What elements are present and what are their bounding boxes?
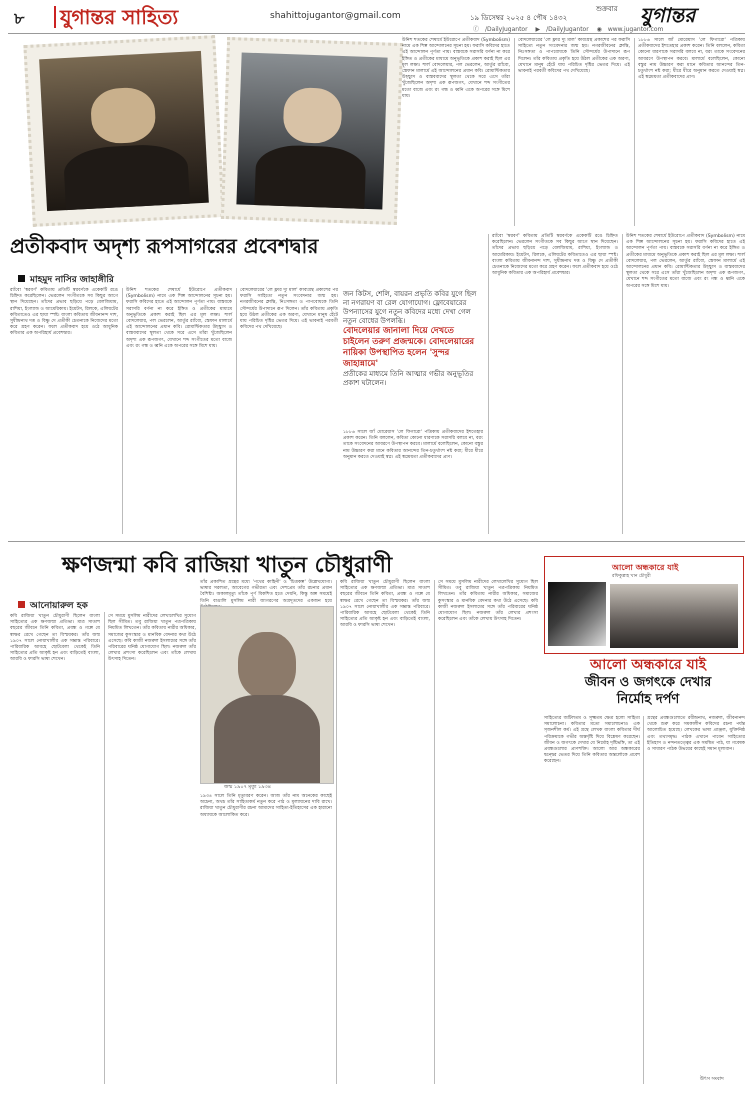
author-photo <box>610 584 738 648</box>
article3-headline <box>558 656 738 674</box>
article3-headline-line2: নির্মোহ দর্পণ <box>616 692 680 707</box>
pull-quote-highlight: বোদলেয়ার জানালা দিয়ে দেখতে চাইলেন তরুণ প্রজন্মকে। বোদলেয়ারের নায়িকা উপস্থাপিত হলেন 'সুন্দর জাহান্নামে' <box>343 326 475 369</box>
article1-column: র‍্যাঁবো 'স্বরবর্ণ' কবিতায় প্রতিটি স্বরবর্ণকে একেকটি রঙে চিহ্নিত করেছিলেন। ভেরলেন সংগীতকে সব কিছুর আগে স্থান দিয়েছেন। তাঁদের প্রভাব ছড়িয়ে পড়ে বেলজিয়াম, রাশিয়া, ইংল্যান্ড ও আমেরিকায়। ইয়েটস, রিলকে, এলিয়টের কবিতাতেও এর ছায়া স্পষ্ট। বাংলা কবিতায় জীবনানন্দ দাশ, সুধীন্দ্রনাথ দত্ত ও বিষ্ণু দে প্রতীকী চেতনাকে নিজেদের মতো করে গ্রহণ করেন। ফলে প্রতীকবাদ হয়ে ওঠে আধুনিক কবিতার এক অপরিহার্য প্রবেশদ্বার। <box>492 234 618 277</box>
column-divider <box>122 288 123 534</box>
pull-quote-intro: জন কিটস, শেলি, বায়রন প্রভৃতি কবির যুগে ছিল না নগরায়ণ বা রেল যোগাযোগ। ফ্লোবেয়ারের উপন্যাসের যুগে নতুন কবিদের মধ্যে দেখা গেল নতুন বোধের উপলব্ধি। <box>343 290 477 325</box>
column-divider <box>236 288 237 534</box>
article2-column: ১৯৩৪ সালে তিনি মৃত্যুবরণ করেন। আজ তাঁর নাম অনেকের কাছেই অচেনা, অথচ তাঁর সাহিত্যকর্ম নতুন করে পাঠ ও মূল্যায়নের দাবি রাখে। রাজিয়া খাতুন চৌধুরাণীর রচনা আমাদের সাহিত্য-ইতিহাসের এক হারানো অধ্যায়কে আলোকিত করে। <box>200 794 332 818</box>
publication-date: ১৯ ডিসেম্বর ২০২৫ ৪ পৌষ ১৪৩২ <box>470 14 568 22</box>
article1-pull-quote <box>343 290 483 387</box>
article3-headline-line1: জীবন ও জগৎকে দেখার <box>584 675 712 690</box>
social-links <box>473 24 669 33</box>
poet-portrait <box>200 606 334 784</box>
article3-column: সাহিত্যের জটিলতম ও সূক্ষ্মতম ক্ষেত্র হলো সাহিত্য সমালোচনা। কবিতার মতো সমালোচনাও এক সৃজনশীল কর্ম। এই গ্রন্থে লেখক বাংলা কবিতার দীর্ঘ পরিক্রমাকে গভীর অন্তর্দৃষ্টি দিয়ে বিশ্লেষণ করেছেন। জীবন ও জগৎকে দেখার যে নির্মোহ দৃষ্টিভঙ্গি, তা এই প্রবন্ধগুলোর প্রাণশক্তি। আলো আর অন্ধকারের দ্বন্দ্বের ভেতর দিয়ে তিনি কবিতার অন্তর্লোকে প্রবেশ করেছেন। <box>544 716 640 765</box>
column-divider <box>434 580 435 1084</box>
article1-column: উনিশ শতকের শেষার্ধে ইউরোপে প্রতীকবাদ (Symbolism) নামে এক শিল্প আন্দোলনের সূচনা হয়। ফরাসি কবিদের হাতে এই আন্দোলন পূর্ণতা পায়। বাস্তবকে সরাসরি বর্ণনা না করে ইঙ্গিত ও প্রতীকের মাধ্যমে অনুভূতিকে প্রকাশ করাই ছিল এর মূল লক্ষ্য। শার্ল বোদলেয়ার, পল ভেরলেন, আর্তুর র‍্যাঁবো, স্তেফান মালার্মে এই আন্দোলনের প্রধান কবি। রোমান্টিকতার উচ্ছ্বাস ও বাস্তববাদের স্থূলতা থেকে সরে এসে তাঁরা খুঁজেছিলেন অদৃশ্য এক রূপজগৎ, যেখানে শব্দ সংগীতের মতো বাজে এবং রং গন্ধ ও ধ্বনি একে অপরের সঙ্গে মিশে যায়। <box>626 234 745 289</box>
header-divider <box>54 6 56 28</box>
page-number: ৮ <box>14 9 25 28</box>
portrait-image <box>236 52 387 209</box>
newspaper-logo: যুগান্তর <box>640 3 696 27</box>
article2-column: সে সময়ে মুসলিম নারীদের লেখালেখির সুযোগ ছিল সীমিত। তবু রাজিয়া খাতুন পত্রপত্রিকায় নিয়মিত লিখতেন। তাঁর কবিতায় নারীর অধিকার, সমাজের কুসংস্কার ও মানবিক বেদনার কথা উঠে এসেছে। কবি কাজী নজরুল ইসলামের সঙ্গে তাঁর পরিবারের ঘনিষ্ঠ যোগাযোগ ছিল। নজরুল তাঁর লেখার প্রশংসা করেছিলেন এবং তাঁকে লেখায় উৎসাহ দিতেন। <box>108 614 196 663</box>
publication-day: শুক্রবার <box>596 5 618 13</box>
social-link-website[interactable]: www.jugantor.com <box>607 26 664 33</box>
section-title: যুগান্তর সাহিত্য <box>60 5 179 29</box>
social-link-youtube[interactable]: /DailyJugantor <box>546 26 589 33</box>
section-rule <box>8 541 745 542</box>
contact-email[interactable]: shahittojugantor@gmail.com <box>270 11 401 21</box>
globe-icon: ◉ <box>596 26 602 33</box>
article1-author: মাহমুদ নাসির জাহাঙ্গীরি <box>30 275 114 285</box>
column-divider <box>488 234 489 534</box>
article3-signature: উৎস সংবাদ <box>700 1076 724 1082</box>
page-header <box>0 0 753 34</box>
article3-subheadline <box>558 674 738 708</box>
column-divider <box>643 716 644 1084</box>
book-cover <box>548 582 606 646</box>
book-author: রফিকুল্লাহ খান চৌধুরী <box>612 574 651 579</box>
article1-column: র‍্যাঁবো 'স্বরবর্ণ' কবিতায় প্রতিটি স্বরবর্ণকে একেকটি রঙে চিহ্নিত করেছিলেন। ভেরলেন সংগীতকে সব কিছুর আগে স্থান দিয়েছেন। তাঁদের প্রভাব ছড়িয়ে পড়ে বেলজিয়াম, রাশিয়া, ইংল্যান্ড ও আমেরিকায়। ইয়েটস, রিলকে, এলিয়টের কবিতাতেও এর ছায়া স্পষ্ট। বাংলা কবিতায় জীবনানন্দ দাশ, সুধীন্দ্রনাথ দত্ত ও বিষ্ণু দে প্রতীকী চেতনাকে নিজেদের মতো করে গ্রহণ করেন। ফলে প্রতীকবাদ হয়ে ওঠে আধুনিক কবিতার এক অপরিহার্য প্রবেশদ্বার। <box>10 288 118 337</box>
article1-column: ১৮৮৬ সালে জাঁ মোরেয়াস 'লে ফিগারো' পত্রিকায় প্রতীকবাদের ইশতেহার প্রকাশ করেন। তিনি বললেন, কবিতা কোনো ধারণাকে সরাসরি বলবে না, বরং তাকে সংবেদনের আবরণে উপস্থাপন করবে। মালার্মে বলেছিলেন, কোনো বস্তুর নাম উচ্চারণ করা মানে কবিতার আনন্দের তিন-চতুর্থাংশ নষ্ট করা; ধীরে ধীরে অনুমান করতে দেওয়াই স্বপ্ন। এই স্বপ্নময়তা প্রতীকবাদের প্রাণ। <box>638 38 745 81</box>
article2-column: কবি রাজিয়া খাতুন চৌধুরাণী ছিলেন বাংলা সাহিত্যের এক ক্ষণজন্মা প্রতিভা। মাত্র সাতাশ বছরের জীবনে তিনি কবিতা, প্রবন্ধ ও গল্পে যে স্বাক্ষর রেখে গেছেন তা বিস্ময়কর। তাঁর জন্ম ১৯০৭ সালে নোয়াখালীর এক সম্ভ্রান্ত পরিবারে। পারিবারিক আবহে ছোটবেলা থেকেই তিনি সাহিত্যের প্রতি আকৃষ্ট হন এবং বাড়িতেই বাংলা, আরবি ও ফারসি ভাষা শেখেন। <box>340 580 430 629</box>
article1-byline <box>18 272 114 287</box>
column-divider <box>622 234 623 534</box>
column-divider <box>336 580 337 1084</box>
portrait-image <box>39 51 209 211</box>
article3-column: গ্রন্থের প্রবন্ধগুলোতে রবীন্দ্রনাথ, নজরুল, জীবনানন্দ থেকে শুরু করে সমকালীন কবিদের রচনা পর্যন্ত আলোচিত হয়েছে। লেখকের ভাষা প্রাঞ্জল, যুক্তিনিষ্ঠ এবং তথ্যসমৃদ্ধ। পাঠক এখানে পাবেন সাহিত্যের ইতিহাস ও নন্দনতত্ত্বের এক সমন্বিত পাঠ, যা গবেষক ও সাধারণ পাঠক উভয়ের কাছেই সমান মূল্যবান। <box>647 716 745 753</box>
article1-column: বোদলেয়ারের 'লে ফ্ল্যর দ্যু মাল' কাব্যগ্রন্থ প্রকাশের পর ফরাসি সাহিত্যে নতুন সংবেদনার জন্ম হয়। নগরজীবনের ক্লান্তি, নিঃসঙ্গতা ও পাপবোধকে তিনি সৌন্দর্যের উপাদানে রূপ দিলেন। তাঁর কবিতায় প্রকৃতি হয়ে উঠল প্রতীকের এক অরণ্য, যেখানে মানুষ হেঁটে যায় পরিচিত দৃষ্টির ভেতর দিয়ে। এই ভাবনাই পরবর্তী কবিদের পথ দেখিয়েছে। <box>518 38 630 75</box>
article1-column: উনিশ শতকের শেষার্ধে ইউরোপে প্রতীকবাদ (Symbolism) নামে এক শিল্প আন্দোলনের সূচনা হয়। ফরাসি কবিদের হাতে এই আন্দোলন পূর্ণতা পায়। বাস্তবকে সরাসরি বর্ণনা না করে ইঙ্গিত ও প্রতীকের মাধ্যমে অনুভূতিকে প্রকাশ করাই ছিল এর মূল লক্ষ্য। শার্ল বোদলেয়ার, পল ভেরলেন, আর্তুর র‍্যাঁবো, স্তেফান মালার্মে এই আন্দোলনের প্রধান কবি। রোমান্টিকতার উচ্ছ্বাস ও বাস্তববাদের স্থূলতা থেকে সরে এসে তাঁরা খুঁজেছিলেন অদৃশ্য এক রূপজগৎ, যেখানে শব্দ সংগীতের মতো বাজে এবং রং গন্ধ ও ধ্বনি একে অপরের সঙ্গে মিশে যায়। <box>402 38 510 99</box>
book-title: আলো অন্ধকারে যাই <box>612 563 679 572</box>
photo-caption: জন্ম ১৯০৭ মৃত্যু ১৯৩৪ <box>224 784 271 790</box>
article1-column: ১৮৮৬ সালে জাঁ মোরেয়াস 'লে ফিগারো' পত্রিকায় প্রতীকবাদের ইশতেহার প্রকাশ করেন। তিনি বললেন, কবিতা কোনো ধারণাকে সরাসরি বলবে না, বরং তাকে সংবেদনের আবরণে উপস্থাপন করবে। মালার্মে বলেছিলেন, কোনো বস্তুর নাম উচ্চারণ করা মানে কবিতার আনন্দের তিন-চতুর্থাংশ নষ্ট করা; ধীরে ধীরে অনুমান করতে দেওয়াই স্বপ্ন। এই স্বপ্নময়তা প্রতীকবাদের প্রাণ। <box>343 430 483 460</box>
stamp-portrait-left <box>23 35 224 227</box>
article1-column: বোদলেয়ারের 'লে ফ্ল্যর দ্যু মাল' কাব্যগ্রন্থ প্রকাশের পর ফরাসি সাহিত্যে নতুন সংবেদনার জন্ম হয়। নগরজীবনের ক্লান্তি, নিঃসঙ্গতা ও পাপবোধকে তিনি সৌন্দর্যের উপাদানে রূপ দিলেন। তাঁর কবিতায় প্রকৃতি হয়ে উঠল প্রতীকের এক অরণ্য, যেখানে মানুষ হেঁটে যায় পরিচিত দৃষ্টির ভেতর দিয়ে। এই ভাবনাই পরবর্তী কবিদের পথ দেখিয়েছে। <box>240 288 338 331</box>
youtube-icon: ▶ <box>535 26 541 33</box>
social-link-facebook[interactable]: /DailyJugantor <box>485 26 528 33</box>
bullet-icon <box>18 275 25 282</box>
column-divider <box>514 38 515 226</box>
article2-byline <box>18 598 88 613</box>
article3-headline-red: আলো অন্ধকারে যাই <box>590 657 706 673</box>
article2-headline: ক্ষণজন্মা কবি রাজিয়া খাতুন চৌধুরাণী <box>62 552 393 578</box>
column-divider <box>104 612 105 1084</box>
bullet-icon <box>18 601 25 608</box>
article2-column: কবি রাজিয়া খাতুন চৌধুরাণী ছিলেন বাংলা সাহিত্যের এক ক্ষণজন্মা প্রতিভা। মাত্র সাতাশ বছরের জীবনে তিনি কবিতা, প্রবন্ধ ও গল্পে যে স্বাক্ষর রেখে গেছেন তা বিস্ময়কর। তাঁর জন্ম ১৯০৭ সালে নোয়াখালীর এক সম্ভ্রান্ত পরিবারে। পারিবারিক আবহে ছোটবেলা থেকেই তিনি সাহিত্যের প্রতি আকৃষ্ট হন এবং বাড়িতেই বাংলা, আরবি ও ফারসি ভাষা শেখেন। <box>10 614 100 663</box>
header-rule <box>8 33 745 34</box>
stamp-portrait-right <box>221 37 403 225</box>
facebook-icon: ⓕ <box>473 26 480 33</box>
article2-column: তাঁর প্রকাশিত গ্রন্থের মধ্যে 'পথের কাহিনী' ও 'চিত্রকল্প' উল্লেখযোগ্য। ভাষার সরলতা, আবেগের গভীরতা এবং দেশপ্রেম তাঁর রচনার প্রধান বৈশিষ্ট্য। অকালমৃত্যু তাঁকে পূর্ণ বিকশিত হতে দেয়নি, কিন্তু অল্প সময়েই তিনি বাঙালি মুসলিম নারী জাগরণের অগ্রদূতদের একজন হয়ে <box>200 580 332 604</box>
article1-column: উনিশ শতকের শেষার্ধে ইউরোপে প্রতীকবাদ (Symbolism) নামে এক শিল্প আন্দোলনের সূচনা হয়। ফরাসি কবিদের হাতে এই আন্দোলন পূর্ণতা পায়। বাস্তবকে সরাসরি বর্ণনা না করে ইঙ্গিত ও প্রতীকের মাধ্যমে অনুভূতিকে প্রকাশ করাই ছিল এর মূল লক্ষ্য। শার্ল বোদলেয়ার, পল ভেরলেন, আর্তুর র‍্যাঁবো, স্তেফান মালার্মে এই আন্দোলনের প্রধান কবি। রোমান্টিকতার উচ্ছ্বাস ও বাস্তববাদের স্থূলতা থেকে সরে এসে তাঁরা খুঁজেছিলেন অদৃশ্য এক রূপজগৎ, যেখানে শব্দ সংগীতের মতো বাজে এবং রং গন্ধ ও ধ্বনি একে অপরের সঙ্গে মিশে যায়। <box>126 288 232 349</box>
article1-headline: প্রতীকবাদ অদৃশ্য রূপসাগরের প্রবেশদ্বার <box>10 234 319 258</box>
article2-column: সে সময়ে মুসলিম নারীদের লেখালেখির সুযোগ ছিল সীমিত। তবু রাজিয়া খাতুন পত্রপত্রিকায় নিয়মিত লিখতেন। তাঁর কবিতায় নারীর অধিকার, সমাজের কুসংস্কার ও মানবিক বেদনার কথা উঠে এসেছে। কবি কাজী নজরুল ইসলামের সঙ্গে তাঁর পরিবারের ঘনিষ্ঠ যোগাযোগ ছিল। নজরুল তাঁর লেখার প্রশংসা করেছিলেন এবং তাঁকে লেখায় উৎসাহ দিতেন। <box>438 580 538 623</box>
article2-author: আনোয়ারুল হক <box>30 601 88 611</box>
pull-quote-tail: প্রতীকের মাধ্যমে তিনি আত্মার গভীর অনুভূতির প্রকাশ ঘটালেন। <box>343 370 474 387</box>
column-divider <box>634 38 635 226</box>
